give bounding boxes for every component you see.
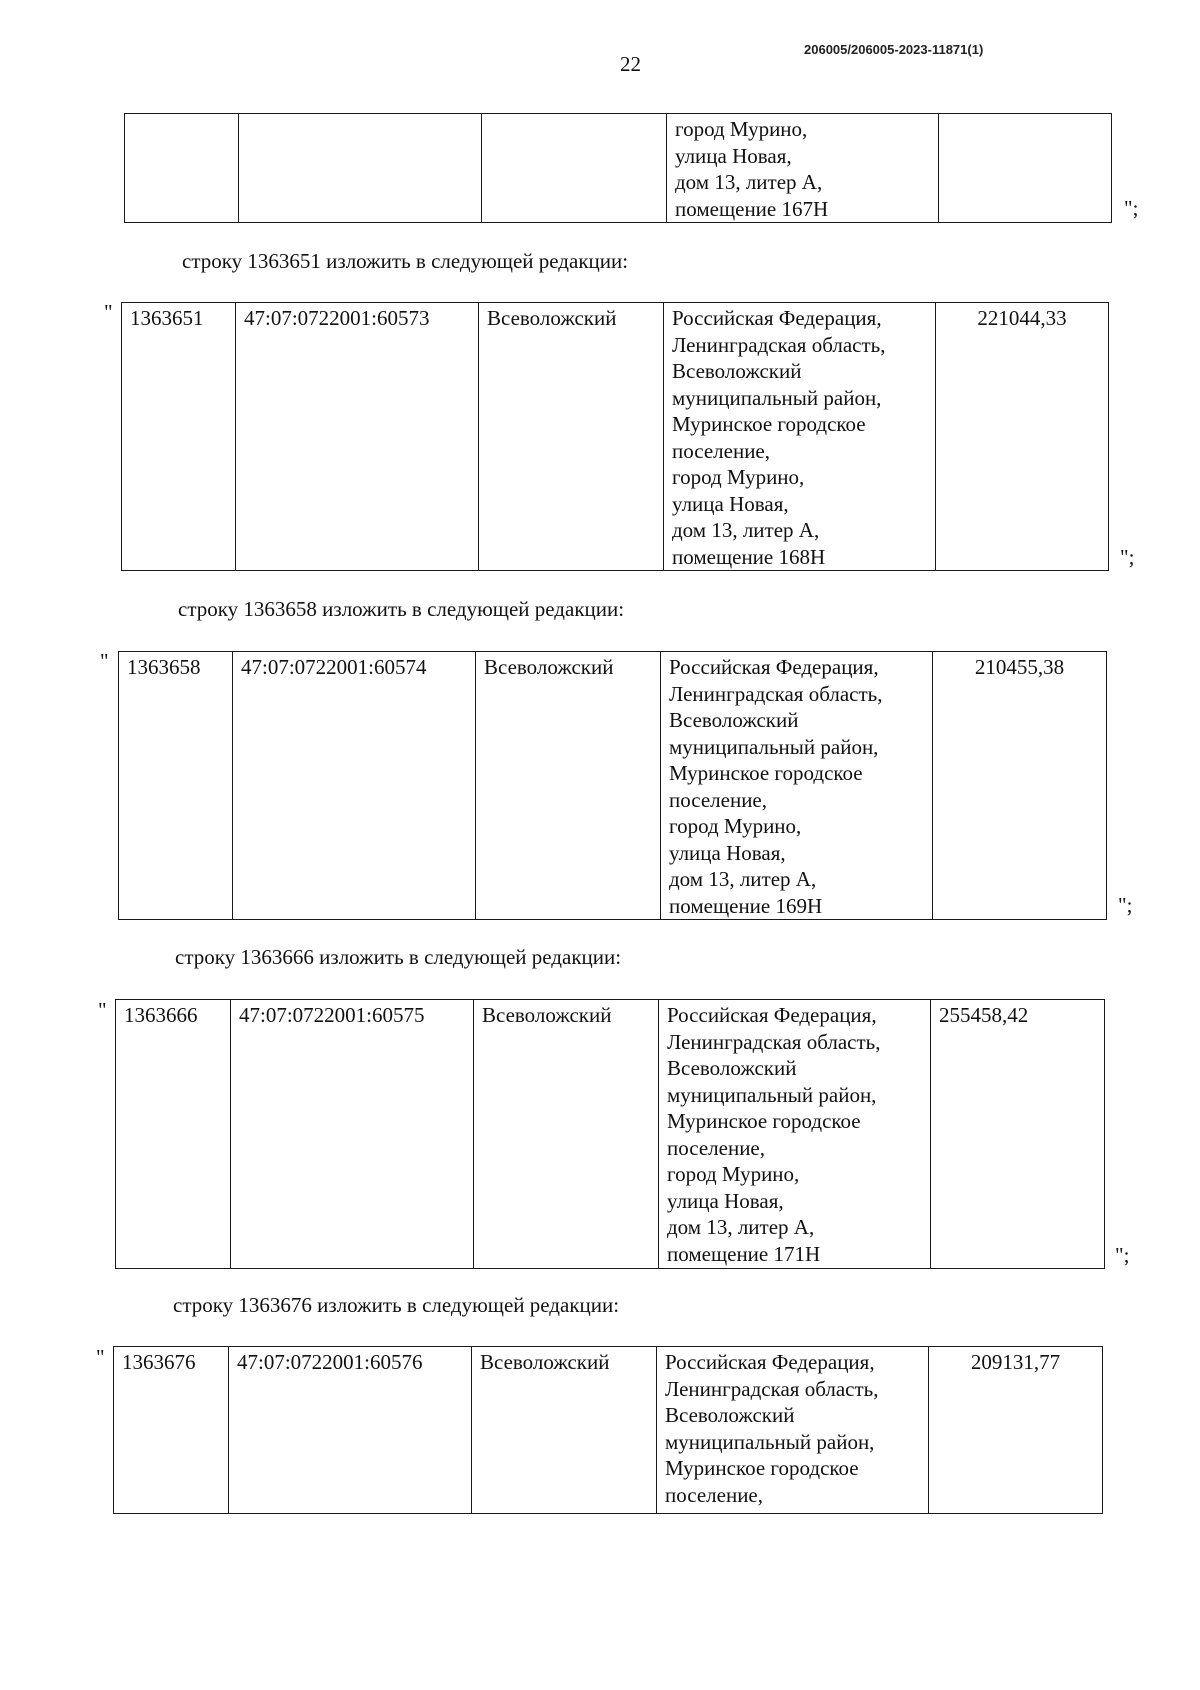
- address-line: Ленинградская область,: [672, 332, 886, 357]
- cell-district: Всеволожский: [472, 1347, 657, 1514]
- record-table: [115, 999, 1105, 1269]
- cell-number: 1363676: [114, 1347, 229, 1514]
- page-number: 22: [620, 52, 641, 76]
- address-line: улица Новая,: [669, 840, 786, 865]
- cell-value: 255458,42: [931, 1000, 1105, 1269]
- instruction-text: строку 1363676 изложить в следующей редакции:: [173, 1293, 620, 1317]
- address-line: Всеволожский: [667, 1056, 797, 1080]
- address-line: Российская Федерация,: [665, 1350, 875, 1374]
- address-line: помещение 171Н: [667, 1241, 821, 1266]
- cell-cadastral: 47:07:0722001:60574: [233, 652, 476, 920]
- address-line: город Мурино,: [669, 814, 802, 838]
- opening-quote: ": [96, 1345, 105, 1369]
- address-line: дом 13, литер А,: [672, 518, 820, 542]
- address-line: улица Новая,: [675, 143, 792, 168]
- address-line: муниципальный район,: [669, 734, 879, 759]
- address-line: Ленинградская область,: [669, 681, 883, 706]
- address-line: помещение 168Н: [672, 544, 826, 569]
- address-line: поселение,: [667, 1135, 766, 1160]
- address-line: Российская Федерация,: [669, 655, 879, 679]
- address-line: улица Новая,: [667, 1188, 784, 1213]
- closing-quote: ";: [1120, 545, 1135, 569]
- continued-table-fragment: [124, 113, 1112, 223]
- record-table: [113, 1346, 1103, 1514]
- cell-cadastral: [239, 114, 482, 223]
- address-line: муниципальный район,: [667, 1082, 877, 1107]
- cell-value: [939, 114, 1112, 223]
- address-line: Ленинградская область,: [665, 1376, 879, 1401]
- address-line: Муринское городское: [667, 1109, 861, 1133]
- record-table: [121, 302, 1109, 571]
- address-line: город Мурино,: [672, 465, 805, 489]
- address-line: муниципальный район,: [665, 1429, 875, 1454]
- cell-cadastral: 47:07:0722001:60575: [231, 1000, 474, 1269]
- address-line: поселение,: [665, 1482, 764, 1507]
- cell-address: [664, 303, 936, 571]
- opening-quote: ": [98, 998, 107, 1022]
- cell-number: [125, 114, 239, 223]
- address-line: Всеволожский: [672, 359, 802, 383]
- record-table: [118, 651, 1107, 920]
- address-line: Российская Федерация,: [672, 306, 882, 330]
- instruction-text: строку 1363651 изложить в следующей редакции:: [182, 249, 629, 273]
- address-line: поселение,: [672, 438, 771, 463]
- cell-district: Всеволожский: [476, 652, 661, 920]
- address-line: Российская Федерация,: [667, 1003, 877, 1027]
- cell-number: 1363651: [122, 303, 236, 571]
- address-line: город Мурино,: [675, 117, 808, 141]
- cell-district: Всеволожский: [474, 1000, 659, 1269]
- address-line: муниципальный район,: [672, 385, 882, 410]
- opening-quote: ": [104, 300, 113, 324]
- address-line: улица Новая,: [672, 491, 789, 516]
- cell-address: [667, 114, 939, 223]
- cell-district: Всеволожский: [479, 303, 664, 571]
- address-line: поселение,: [669, 787, 768, 812]
- cell-value: 209131,77: [929, 1347, 1103, 1514]
- address-line: город Мурино,: [667, 1162, 800, 1186]
- cell-cadastral: 47:07:0722001:60576: [229, 1347, 472, 1514]
- address-line: помещение 169Н: [669, 893, 823, 918]
- cell-value: 210455,38: [933, 652, 1107, 920]
- cell-address: [657, 1347, 929, 1514]
- instruction-text: строку 1363658 изложить в следующей редакции:: [178, 597, 625, 621]
- closing-quote: ";: [1124, 196, 1139, 220]
- address-line: Муринское городское: [665, 1456, 859, 1480]
- cell-cadastral: 47:07:0722001:60573: [236, 303, 479, 571]
- address-line: дом 13, литер А,: [667, 1215, 815, 1239]
- cell-district: [482, 114, 667, 223]
- address-line: дом 13, литер А,: [669, 867, 817, 891]
- address-line: Ленинградская область,: [667, 1029, 881, 1054]
- instruction-text: строку 1363666 изложить в следующей редакции:: [175, 945, 622, 969]
- address-line: Муринское городское: [672, 412, 866, 436]
- address-line: Всеволожский: [669, 708, 799, 732]
- opening-quote: ": [100, 649, 109, 673]
- cell-address: [661, 652, 933, 920]
- address-line: Всеволожский: [665, 1403, 795, 1427]
- cell-number: 1363658: [119, 652, 233, 920]
- address-line: Муринское городское: [669, 761, 863, 785]
- address-line: помещение 167Н: [675, 196, 829, 221]
- address-line: дом 13, литер А,: [675, 170, 823, 194]
- document-id: 206005/206005-2023-11871(1): [804, 42, 984, 57]
- closing-quote: ";: [1115, 1243, 1130, 1267]
- cell-number: 1363666: [116, 1000, 231, 1269]
- closing-quote: ";: [1118, 893, 1133, 917]
- cell-value: 221044,33: [936, 303, 1109, 571]
- cell-address: [659, 1000, 931, 1269]
